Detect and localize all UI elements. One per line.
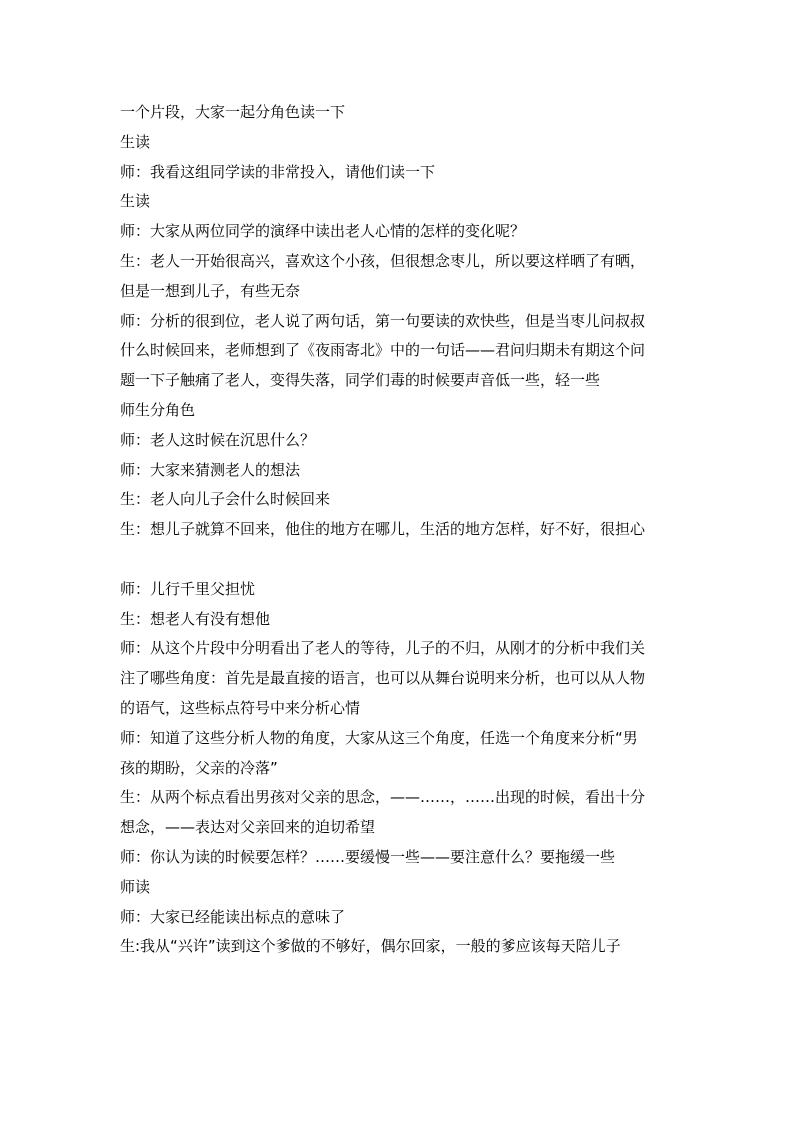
text-line: 生读 [120,132,151,151]
text-line: 生：从两个标点看出男孩对父亲的思念，——……，……出现的时候，看出十分 [120,788,646,807]
text-line: 的语气，这些标点符号中来分析心情 [120,698,361,717]
text-line: 师：大家已经能读出标点的意味了 [120,907,346,926]
text-line: 师：分析的很到位，老人说了两句话，第一句要读的欢快些，但是当枣儿问叔叔 [120,311,646,330]
text-line: 想念，——表达对父亲回来的迫切希望 [120,818,376,837]
text-line: 师生分角色 [120,400,196,419]
text-line: 生：想儿子就算不回来，他住的地方在哪儿，生活的地方怎样，好不好，很担心 [120,520,646,539]
text-line: 师：你认为读的时候要怎样？……要缓慢一些——要注意什么？要拖缓一些 [120,847,616,866]
document-body [120,98,676,962]
text-line: 师：大家来猜测老人的想法 [120,460,301,479]
paragraph-gap [120,545,676,575]
text-line: 生：想老人有没有想他 [120,609,271,628]
text-line: 师：大家从两位同学的演绎中读出老人心情的怎样的变化呢？ [120,222,526,241]
text-line: 师：老人这时候在沉思什么？ [120,430,316,449]
text-line: 什么时候回来，老师想到了《夜雨寄北》中的一句话——君问归期未有期这个问 [120,341,646,360]
text-line: 题一下子触痛了老人，变得失落，同学们毒的时候要声音低一些，轻一些 [120,371,601,390]
text-line: 生：老人向儿子会什么时候回来 [120,490,331,509]
text-line: 师：我看这组同学读的非常投入，请他们读一下 [120,162,436,181]
text-line: 但是一想到儿子，有些无奈 [120,281,301,300]
text-line: 孩的期盼，父亲的冷落” [120,758,278,777]
text-line: 生:我从“兴许”读到这个爹做的不够好，偶尔回家，一般的爹应该每天陪儿子 [120,937,621,956]
text-line: 生：老人一开始很高兴，喜欢这个小孩，但很想念枣儿，所以要这样晒了有晒， [120,251,646,270]
text-line: 师：从这个片段中分明看出了老人的等待，儿子的不归，从刚才的分析中我们关 [120,639,646,658]
text-line: 注了哪些角度：首先是最直接的语言，也可以从舞台说明来分析，也可以从人物 [120,669,646,688]
text-line: 生读 [120,192,151,211]
text-line: 师：儿行千里父担忧 [120,579,256,598]
text-line: 一个片段，大家一起分角色读一下 [120,103,346,121]
text-line: 师：知道了这些分析人物的角度，大家从这三个角度，任选一个角度来分析“男 [120,728,638,747]
text-line: 师读 [120,877,151,896]
